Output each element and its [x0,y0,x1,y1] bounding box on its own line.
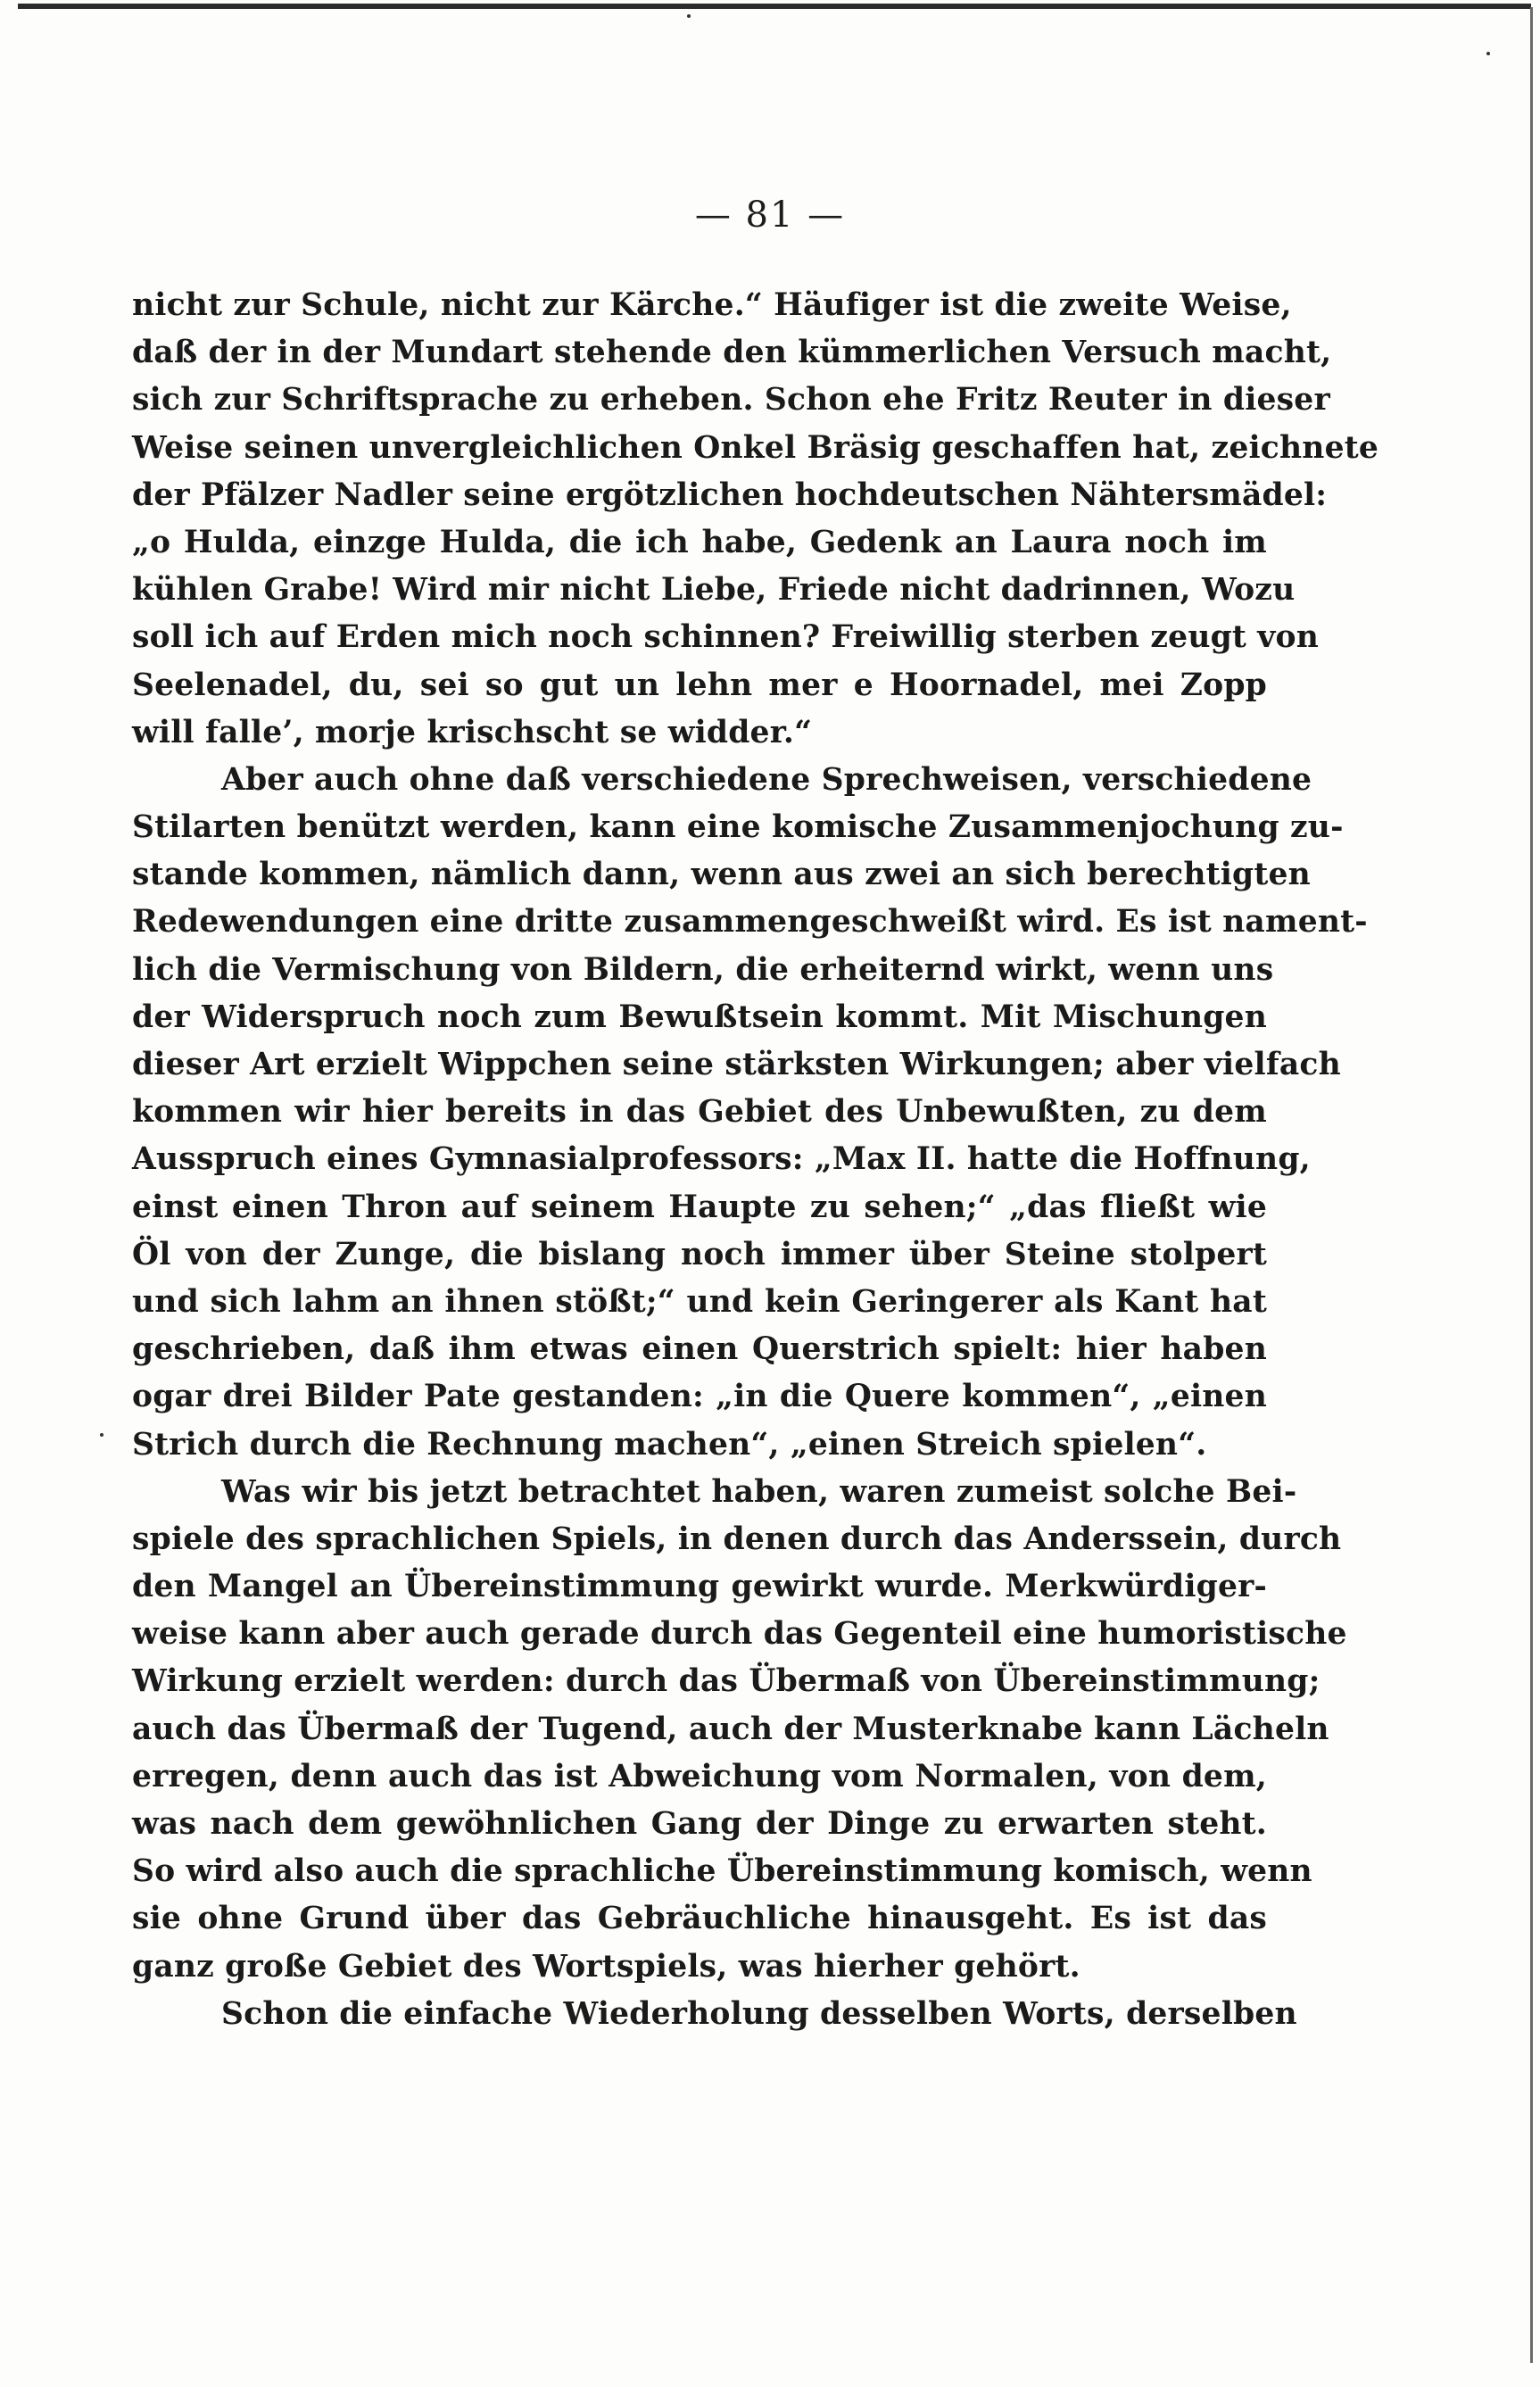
text-line: „o Hulda, einzge Hulda, die ich habe, Gedenk an Laura noch im [132,524,1267,560]
text-line: Redewendungen eine dritte zusammengeschweißt wird. Es ist nament- [132,904,1368,941]
text-line: daß der in der Mundart stehende den kümmerlichen Versuch macht, [132,335,1332,371]
paragraph [132,1469,1347,1991]
text-line: Seelenadel, du, sei so gut un lehn mer e Hoornadel, mei Zopp [132,667,1267,703]
text-line: Öl von der Zunge, die bislang noch immer über Steine stolpert [132,1236,1267,1272]
text-line: geschrieben, daß ihm etwas einen Querstrich spielt: hier haben [132,1331,1267,1368]
text-line: soll ich auf Erden mich noch schinnen? Freiwillig sterben zeugt von [132,619,1320,656]
text-line: erregen, denn auch das ist Abweichung vom Normalen, von dem, [132,1758,1267,1794]
text-line: ganz große Gebiet des Wortspiels, was hierher gehört. [132,1948,1080,1985]
text-line: stande kommen, nämlich dann, wenn aus zwei an sich berechtigten [132,857,1311,893]
text-line: dieser Art erzielt Wippchen seine stärksten Wirkungen; aber vielfach [132,1047,1341,1082]
scan-right-edge [1530,7,1533,2363]
text-line: So wird also auch die sprachliche Übereinstimmung komisch, wenn [132,1853,1312,1890]
text-line: Strich durch die Rechnung machen“, „einen Streich spielen“. [132,1426,1207,1463]
dust-speck [1486,52,1490,55]
text-line: Aber auch ohne daß verschiedene Sprechweisen, verschiedene [221,761,1312,798]
scan-top-edge [18,4,1531,9]
text-line: Ausspruch eines Gymnasialprofessors: „Max II. hatte die Hoffnung, [132,1141,1311,1178]
dust-speck [100,1433,103,1437]
body-text [132,282,1379,2038]
paragraph [132,757,1368,1469]
text-line: Weise seinen unvergleichlichen Onkel Bräsig geschaffen hat, zeichnete [132,429,1379,466]
text-line: der Pfälzer Nadler seine ergötzlichen hochdeutschen Nähtersmädel: [132,477,1328,513]
dust-speck [687,14,691,18]
text-line: kommen wir hier bereits in das Gebiet des Unbewußten, zu dem [132,1094,1267,1131]
text-line: nicht zur Schule, nicht zur Kärche.“ Häufiger ist die zweite Weise, [132,287,1292,323]
text-line: sie ohne Grund über das Gebräuchliche hinausgeht. Es ist das [132,1901,1267,1937]
text-line: lich die Vermischung von Bildern, die erheiternd wirkt, wenn uns [132,951,1274,988]
text-line: auch das Übermaß der Tugend, auch der Musterknabe kann Lächeln [132,1711,1329,1747]
text-line: was nach dem gewöhnlichen Gang der Dinge zu erwarten steht. [132,1806,1267,1842]
text-line: ogar drei Bilder Pate gestanden: „in die Quere kommen“, „einen [132,1379,1267,1415]
text-line: Stilarten benützt werden, kann eine komische Zusammenjochung zu- [132,809,1344,846]
text-line: spiele des sprachlichen Spiels, in denen durch das Anderssein, durch [132,1521,1342,1557]
text-line: der Widerspruch noch zum Bewußtsein kommt. Mit Mischungen [132,999,1267,1035]
page-number: — 81 — [694,195,846,236]
text-line: sich zur Schriftsprache zu erheben. Schon ehe Fritz Reuter in dieser [132,382,1330,419]
text-line: Wirkung erzielt werden: durch das Übermaß von Übereinstimmung; [132,1663,1321,1700]
paragraph [132,1991,1297,2038]
text-line: einst einen Thron auf seinem Haupte zu sehen;“ „das fließt wie [132,1189,1267,1225]
text-line: Was wir bis jetzt betrachtet haben, waren zumeist solche Bei- [221,1473,1297,1510]
text-line: kühlen Grabe! Wird mir nicht Liebe, Friede nicht dadrinnen, Wozu [132,572,1296,609]
text-line: Schon die einfache Wiederholung desselben Worts, derselben [221,1995,1297,2032]
paragraph [132,282,1379,757]
text-line: weise kann aber auch gerade durch das Gegenteil eine humoristische [132,1616,1347,1653]
text-line: und sich lahm an ihnen stößt;“ und kein Geringerer als Kant hat [132,1283,1267,1320]
text-line: den Mangel an Übereinstimmung gewirkt wurde. Merkwürdiger- [132,1569,1267,1605]
text-line: will falle’, morje krischscht se widder.“ [132,714,813,750]
